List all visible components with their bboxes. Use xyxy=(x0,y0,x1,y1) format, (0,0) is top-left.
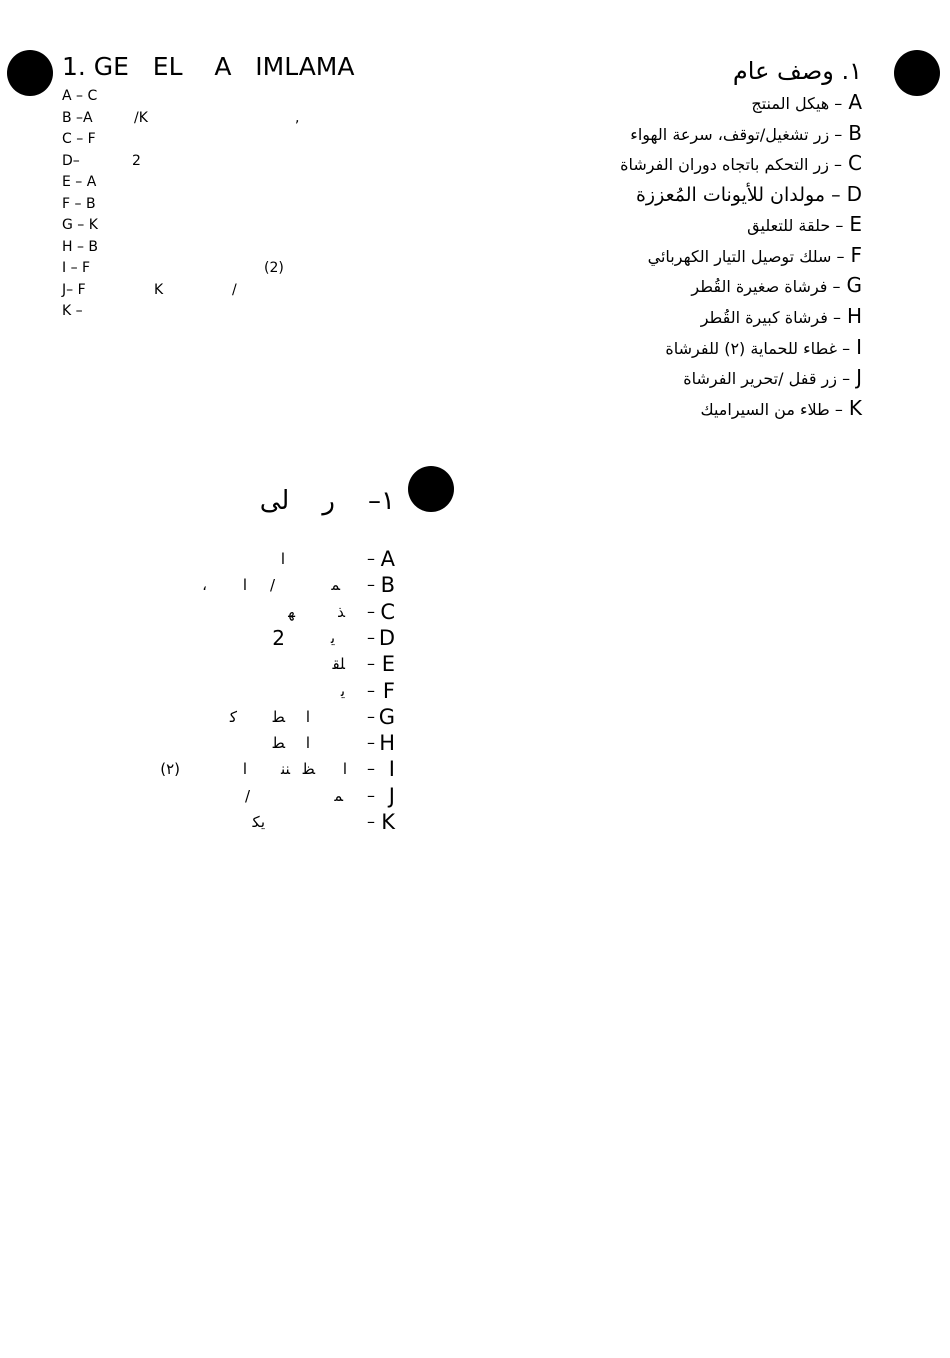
bullet-dot-left xyxy=(7,50,53,96)
arabic-list-item xyxy=(542,302,862,333)
turkish-item-label: E – A xyxy=(62,174,97,190)
arabic-garbled-dash: – xyxy=(367,759,375,779)
arabic-garbled-item xyxy=(150,809,395,835)
arabic-item-letter: E xyxy=(849,211,862,236)
arabic-item-text: – هيكل المنتج xyxy=(751,94,843,113)
arabic-item-letter: G xyxy=(846,273,862,298)
arabic-list-item xyxy=(542,241,862,272)
arabic-garbled-fragment: ﻠﻘ xyxy=(332,655,345,674)
arabic-garbled-dash: – xyxy=(367,680,375,700)
turkish-item-fragment: K xyxy=(154,281,164,298)
bullet-dot-middle xyxy=(408,466,454,512)
arabic-garbled-letter: K xyxy=(381,810,395,834)
arabic-item-letter: J xyxy=(856,365,862,390)
arabic-garbled-dash: – xyxy=(367,654,375,674)
arabic-item-text: – زر قفل /تحرير الفرشاة xyxy=(683,369,851,389)
arabic-list-item xyxy=(542,210,862,241)
arabic-garbled-fragment: ا xyxy=(342,760,347,779)
arabic-garbled-section xyxy=(150,478,395,838)
turkish-list-item xyxy=(62,280,362,302)
arabic-garbled-letter: A xyxy=(380,547,395,571)
arabic-garbled-fragment: ا xyxy=(305,707,310,726)
arabic-section xyxy=(542,56,862,425)
arabic-garbled-item xyxy=(150,783,395,809)
turkish-list-item xyxy=(62,258,362,280)
arabic-item-letter: B xyxy=(848,120,862,145)
turkish-item-label: G – K xyxy=(62,217,98,233)
arabic-garbled-dash: – xyxy=(367,785,375,805)
arabic-garbled-item xyxy=(150,651,395,677)
turkish-list xyxy=(62,86,362,323)
arabic-garbled-fragment: ﻈ xyxy=(302,760,315,779)
arabic-item-text: – زر التحكم باتجاه دوران الفرشاة xyxy=(620,155,843,175)
turkish-item-label: I – F xyxy=(62,260,91,276)
arabic-item-text: – طلاء من السيراميك xyxy=(700,400,843,420)
turkish-item-label: C – F xyxy=(62,131,96,147)
arabic-garbled-dash: – xyxy=(367,733,375,753)
arabic-garbled-dash: – xyxy=(367,812,375,831)
turkish-item-label: F – B xyxy=(62,195,96,212)
arabic-item-letter: I xyxy=(856,334,862,359)
arabic-garbled-fragment: / xyxy=(244,786,250,805)
bullet-dot-right xyxy=(894,50,940,96)
arabic-garbled-fragment: ﻬ xyxy=(288,602,295,621)
arabic-garbled-letter: G xyxy=(378,704,395,729)
arabic-list-item xyxy=(542,119,862,150)
arabic-garbled-fragment: ا xyxy=(242,760,247,779)
arabic-garbled-letter: F xyxy=(382,678,395,703)
arabic-garbled-fragment: ﻄ xyxy=(272,734,285,753)
arabic-item-text: – حلقة للتعليق xyxy=(747,215,844,235)
turkish-list-item xyxy=(62,194,362,216)
arabic-garbled-fragment: (٢) xyxy=(160,760,180,779)
arabic-garbled-fragment: ﺬ xyxy=(337,602,345,621)
arabic-list xyxy=(542,88,862,425)
arabic-list-item xyxy=(542,180,862,210)
arabic-garbled-fragment: ﻄ xyxy=(272,707,285,726)
arabic-garbled-letter: H xyxy=(379,731,395,756)
arabic-item-letter: H xyxy=(846,303,862,328)
arabic-item-letter: A xyxy=(848,90,862,114)
arabic-list-item xyxy=(542,394,862,425)
turkish-item-label: B –A xyxy=(62,109,93,126)
arabic-list-item xyxy=(542,88,862,119)
turkish-list-item xyxy=(62,215,362,237)
arabic-garbled-fragment: ، xyxy=(202,576,207,595)
arabic-garbled-fragment: ﻤ xyxy=(334,786,343,805)
arabic-item-text: – فرشاة كبيرة القُطر xyxy=(700,307,841,327)
turkish-item-fragment: (2) xyxy=(264,260,284,276)
turkish-item-fragment: , xyxy=(295,109,300,126)
turkish-list-item xyxy=(62,129,362,151)
arabic-garbled-letter: D xyxy=(378,625,395,650)
turkish-list-item xyxy=(62,151,362,173)
arabic-garbled-dash: – xyxy=(367,575,375,595)
arabic-item-text: – غطاء للحماية (٢) للفرشاة xyxy=(665,338,851,358)
arabic-item-text: – سلك توصيل التيار الكهربائي xyxy=(647,246,845,266)
arabic-garbled-item xyxy=(150,704,395,730)
arabic-garbled-item xyxy=(150,756,395,782)
arabic-item-text: – زر تشغيل/توقف، سرعة الهواء xyxy=(630,124,843,144)
arabic-garbled-fragment: ا xyxy=(242,576,247,595)
arabic-garbled-dash: – xyxy=(367,706,375,726)
arabic-list-item xyxy=(542,271,862,302)
turkish-item-label: J– F xyxy=(62,281,86,298)
arabic-garbled-letter: E xyxy=(381,652,395,677)
arabic-item-text: – مولدان للأيونات المُعززة xyxy=(635,184,841,207)
arabic-garbled-title: ١– ر لى xyxy=(259,486,395,516)
turkish-list-item xyxy=(62,172,362,194)
turkish-item-fragment: 2 xyxy=(132,152,141,169)
arabic-garbled-fragment: ﻤ xyxy=(331,576,340,595)
arabic-list-item xyxy=(542,333,862,364)
arabic-garbled-dash: – xyxy=(367,627,375,647)
arabic-garbled-item xyxy=(150,546,395,572)
arabic-garbled-item xyxy=(150,625,395,651)
turkish-list-item xyxy=(62,108,362,130)
arabic-item-letter: F xyxy=(850,242,862,267)
arabic-list-item xyxy=(542,363,862,394)
arabic-garbled-item xyxy=(150,678,395,704)
arabic-garbled-fragment: ا xyxy=(280,550,285,568)
turkish-item-fragment: /K xyxy=(134,109,148,126)
arabic-garbled-letter: J xyxy=(388,783,395,808)
arabic-garbled-item xyxy=(150,599,395,625)
arabic-garbled-fragment: ا xyxy=(305,734,310,753)
arabic-garbled-fragment: ﻳﻜ xyxy=(252,813,265,831)
turkish-item-label: H – B xyxy=(62,238,99,255)
arabic-item-text: – فرشاة صغيرة القُطر xyxy=(691,277,841,297)
arabic-garbled-fragment: ﻛ xyxy=(229,707,237,726)
arabic-garbled-letter: C xyxy=(380,599,395,624)
arabic-garbled-item xyxy=(150,572,395,598)
arabic-garbled-fragment: / xyxy=(269,576,275,595)
arabic-garbled-dash: – xyxy=(367,601,375,621)
arabic-garbled-fragment: 2 xyxy=(272,625,285,650)
turkish-item-fragment: / xyxy=(232,281,237,298)
turkish-title: 1. GE EL A IMLAMA xyxy=(62,52,355,81)
arabic-list-item xyxy=(542,149,862,180)
arabic-title: ١. وصف عام xyxy=(732,57,862,85)
arabic-item-letter: C xyxy=(848,151,862,176)
arabic-garbled-item xyxy=(150,730,395,756)
arabic-garbled-fragment: ﻳ xyxy=(330,628,335,647)
arabic-garbled-fragment: ﻨﻨ xyxy=(280,760,290,779)
turkish-list-item xyxy=(62,86,362,108)
arabic-item-letter: K xyxy=(848,396,862,421)
arabic-garbled-letter: B xyxy=(380,573,395,598)
turkish-section xyxy=(62,52,362,323)
arabic-garbled-dash: – xyxy=(367,549,375,568)
turkish-list-item xyxy=(62,237,362,259)
turkish-item-label: K – xyxy=(62,303,83,319)
arabic-garbled-fragment: ﻳ xyxy=(340,681,345,700)
turkish-list-item xyxy=(62,301,362,323)
arabic-garbled-letter: I xyxy=(388,757,395,782)
arabic-item-letter: D xyxy=(846,182,862,207)
turkish-item-label: D– xyxy=(62,152,80,169)
turkish-item-label: A – C xyxy=(62,88,98,104)
